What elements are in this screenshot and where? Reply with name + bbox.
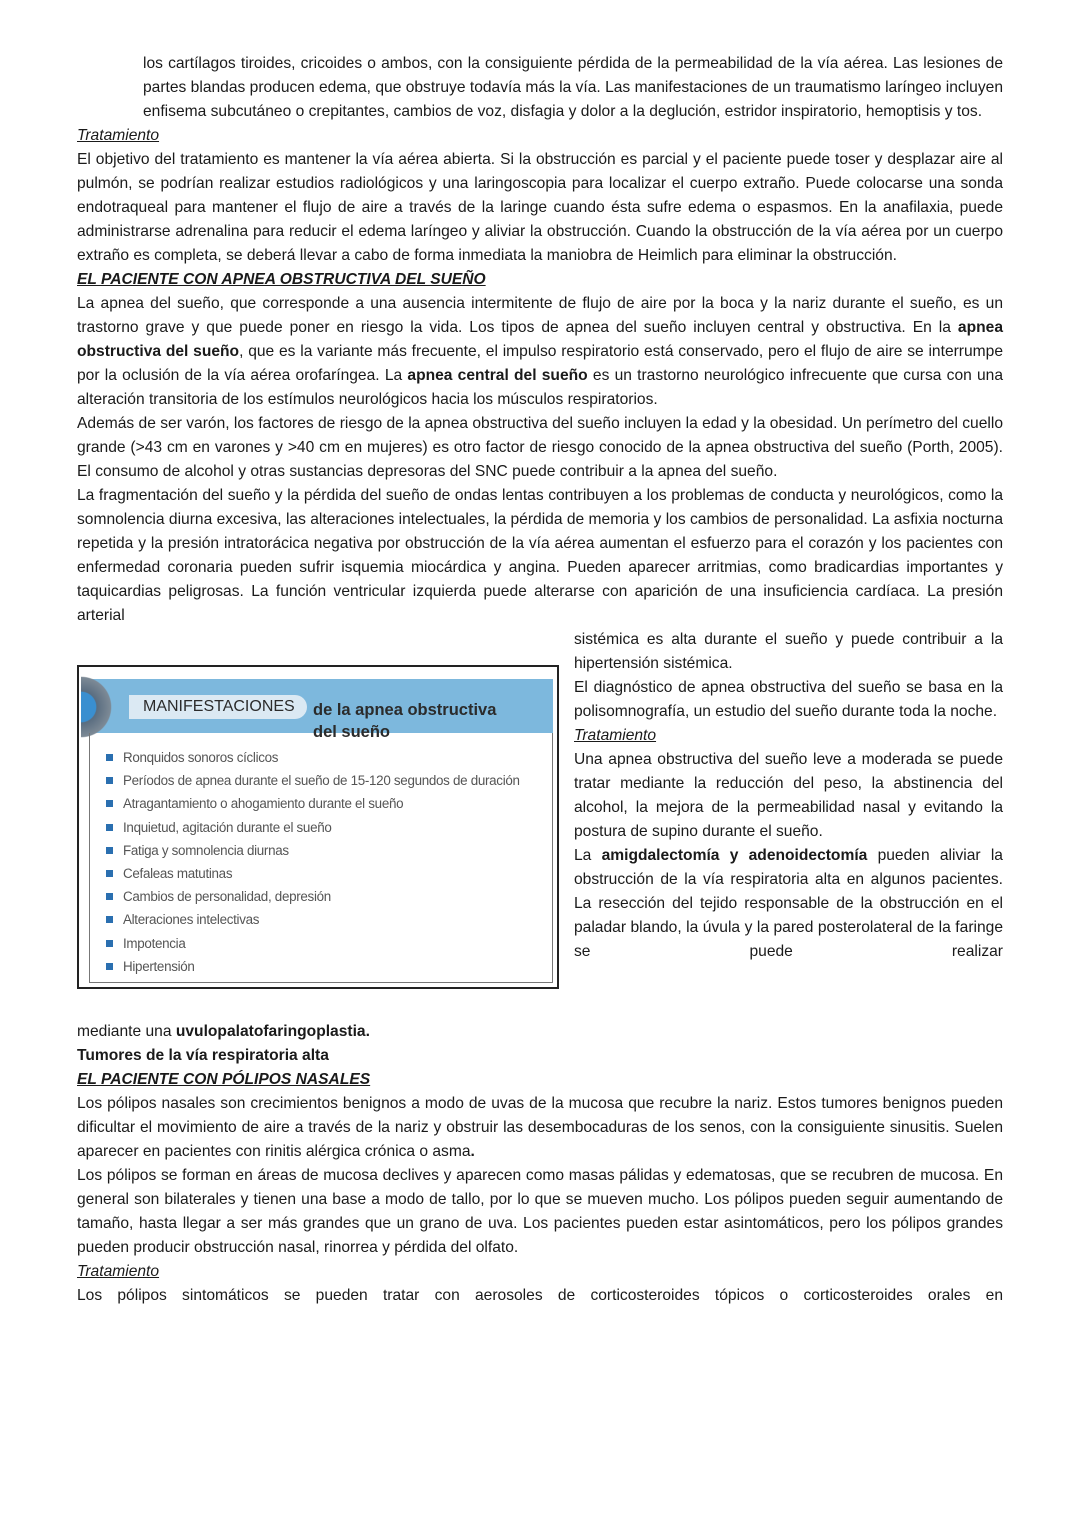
text-segment: , que es la variante más frecuente, el impulso respiratorio está conservado, pero el flujo de aire se interrumpe por la oclusión de la vía aérea orofaríngea. La: [77, 343, 1004, 384]
manifestations-figure: [77, 628, 574, 1020]
manifestations-list: [90, 733, 552, 978]
manifestations-box: [77, 665, 559, 989]
list-item: [106, 746, 552, 769]
text-segment: La apnea del sueño, que corresponde a una ausencia intermitente de flujo de aire por la boca y la nariz durante el sueño, es un trastorno grave y que puede poner en riesgo la vida. Los tipos de apnea del sueño incluyen central y obstructiva. En la: [77, 295, 1003, 336]
text-segment: El diagnóstico de apnea obstructiva del sueño se basa en la polisomnografía, un estudio del sueño durante toda la noche.: [574, 679, 1003, 720]
list-item: [106, 862, 552, 885]
bullet-icon: [106, 893, 113, 900]
list-item-text: Impotencia: [123, 935, 186, 951]
text-segment: pueden aliviar la obstrucción de la vía respiratoria alta en algunos pacientes. La resección del tejido responsable de la obstrucción en el paladar blando, la úvula y la pared posterolateral de la faringe se puede realizar: [574, 847, 1003, 960]
text-segment: sistémica es alta durante el sueño y puede contribuir a la hipertensión sistémica.: [574, 631, 1003, 672]
list-item: [106, 816, 552, 839]
bullet-icon: [106, 963, 113, 970]
box-title-line: del sueño: [313, 723, 391, 741]
bullet-icon: [106, 870, 113, 877]
list-item-text: Períodos de apnea durante el sueño de 15-120 segundos de duración: [123, 773, 520, 789]
bold-text: apnea central del sueño: [407, 367, 588, 384]
text-segment: Una apnea obstructiva del sueño leve a moderada se puede tratar mediante la reducción del peso, la abstinencia del alcohol, la mejora de la permeabilidad nasal y evitando la postura de supino durante el sueño.: [574, 751, 1003, 840]
list-item-text: Inquietud, agitación durante el sueño: [123, 819, 332, 835]
paragraph: [77, 292, 1003, 412]
bold-text: amigdalectomía y adenoidectomía: [601, 847, 868, 864]
list-item: [106, 932, 552, 955]
text-segment: Además de ser varón, los factores de riesgo de la apnea obstructiva del sueño incluyen la edad y la obesidad. Un perímetro del cuello grande (>43 cm en varones y >40 cm en mujeres) es otro factor de riesgo conocido de la apnea obstructiva del sueño (Porth, 2005). El consumo de alcohol y otras sustancias depresoras del SNC puede contribuir a la apnea del sueño.: [77, 415, 1003, 480]
text-segment: Los pólipos sintomáticos se pueden tratar con aerosoles de corticosteroides tópicos o corticosteroides orales en: [77, 1287, 1003, 1304]
list-item-text: Alteraciones intelectivas: [123, 912, 260, 928]
list-item-text: Fatiga y somnolencia diurnas: [123, 842, 289, 858]
bold-text: apnea obstructiva del sueño: [77, 319, 1003, 360]
box-title-line: de la apnea obstructiva: [313, 701, 497, 719]
heading-tratamiento: Tratamiento: [574, 727, 657, 744]
text-segment: Los pólipos nasales son crecimientos benignos a modo de uvas de la mucosa que recubre la nariz. Estos tumores benignos pueden dificultar el movimiento de aire a través de la nariz y obstruir las desembocaduras de los senos, con la consiguiente sinusitis. Suelen aparecer en pacientes con rinitis alérgica crónica o asma: [77, 1095, 1003, 1160]
heading-tratamiento: Tratamiento: [77, 1263, 160, 1280]
list-item: [106, 955, 552, 978]
text-segment: mediante una: [77, 1023, 176, 1040]
bullet-icon: [106, 777, 113, 784]
list-item-text: Cefaleas matutinas: [123, 866, 233, 882]
list-item-text: Cambios de personalidad, depresión: [123, 889, 331, 905]
paragraph: [77, 148, 1003, 268]
bullet-icon: [106, 940, 113, 947]
paragraph: [77, 1164, 1003, 1260]
list-item: [106, 885, 552, 908]
bold-text: uvulopalatofaringoplastia.: [175, 1023, 370, 1040]
text-segment: los cartílagos tiroides, cricoides o ambos, con la consiguiente pérdida de la permeabilidad de la vía aérea. Las lesiones de partes blandas producen edema, que obstruye todavía más la vía. Las manifestaciones de un traumatismo laríngeo incluyen enfisema subcutáneo o crepitantes, cambios de voz, disfagia y dolor a la deglución, estridor inspiratorio, hemoptisis y tos.: [143, 55, 1003, 120]
list-item-text: Hipertensión: [123, 958, 195, 974]
paragraph: [77, 52, 1003, 124]
text-segment: El objetivo del tratamiento es mantener la vía aérea abierta. Si la obstrucción es parcial y el paciente puede toser y desplazar aire al pulmón, se podrían realizar estudios radiológicos y una laringoscopia para localizar el cuerpo extraño. Puede colocarse una sonda endotraqueal para mantener el flujo de aire a través de la laringe cuando ésta sufre edema o espasmos. En la anafilaxia, puede administrarse adrenalina para reducir el edema laríngeo y aliviar la obstrucción. Cuando la obstrucción de la vía aérea por un cuerpo extraño es completa, se deberá llevar a cabo de forma inmediata la maniobra de Heimlich para eliminar la obstrucción.: [77, 151, 1003, 264]
bullet-icon: [106, 847, 113, 854]
box-body: [89, 733, 553, 983]
list-item: [106, 908, 552, 931]
text-segment: La fragmentación del sueño y la pérdida del sueño de ondas lentas contribuyen a los problemas de conducta y neurológicos, como la somnolencia diurna excesiva, las alteraciones intelectuales, la pérdida de memoria y los cambios de personalidad. La asfixia nocturna repetida y la presión intratorácica negativa por obstrucción de la vía aérea aumentan el esfuerzo para el corazón y los pacientes con enfermedad coronaria pueden sufrir isquemia miocárdica y angina. Pueden aparecer arritmias, como bradicardias importantes y taquicardias peligrosas. La función ventricular izquierda puede alterarse con aparición de una insuficiencia cardíaca. La presión arterial: [77, 487, 1003, 624]
bullet-icon: [106, 824, 113, 831]
paragraph: [77, 412, 1003, 484]
list-item: [106, 792, 552, 815]
bullet-icon: [106, 800, 113, 807]
text-segment: La: [574, 847, 602, 864]
paragraph: [77, 1020, 1003, 1044]
paragraph: [77, 1284, 1003, 1308]
list-item-text: Ronquidos sonoros cíclicos: [123, 750, 279, 765]
paragraph: [77, 1092, 1003, 1164]
text-segment: es un trastorno neurológico infrecuente que cursa con una alteración transitoria de los estímulos neurológicos hacia los músculos respiratorios.: [77, 367, 1004, 408]
box-header: [89, 679, 553, 741]
bold-text: .: [470, 1143, 475, 1160]
list-item: [106, 839, 552, 862]
bullet-icon: [106, 916, 113, 923]
heading-apnea: EL PACIENTE CON APNEA OBSTRUCTIVA DEL SUEÑO: [77, 271, 486, 288]
box-badge: MANIFESTACIONES: [129, 695, 307, 719]
heading-polipos: EL PACIENTE CON PÓLIPOS NASALES: [77, 1071, 371, 1088]
paragraph: [77, 484, 1003, 628]
list-item: [106, 769, 552, 792]
list-item-text: Atragantamiento o ahogamiento durante el sueño: [123, 796, 404, 812]
text-segment: Los pólipos se forman en áreas de mucosa declives y aparecen como masas pálidas y edematosas, que se recubren de mucosa. En general son bilaterales y tienen una base a modo de tallo, por lo que se mueven mucho. Los pólipos pueden seguir aumentando de tamaño, hasta llegar a ser más grandes que un grano de uva. Los pacientes pueden estar asintomáticos, pero los pólipos grandes pueden producir obstrucción nasal, rinorrea y pérdida del olfato.: [77, 1167, 1003, 1256]
bullet-icon: [106, 754, 113, 761]
heading-tumores: Tumores de la vía respiratoria alta: [77, 1047, 329, 1064]
heading-tratamiento: Tratamiento: [77, 127, 160, 144]
